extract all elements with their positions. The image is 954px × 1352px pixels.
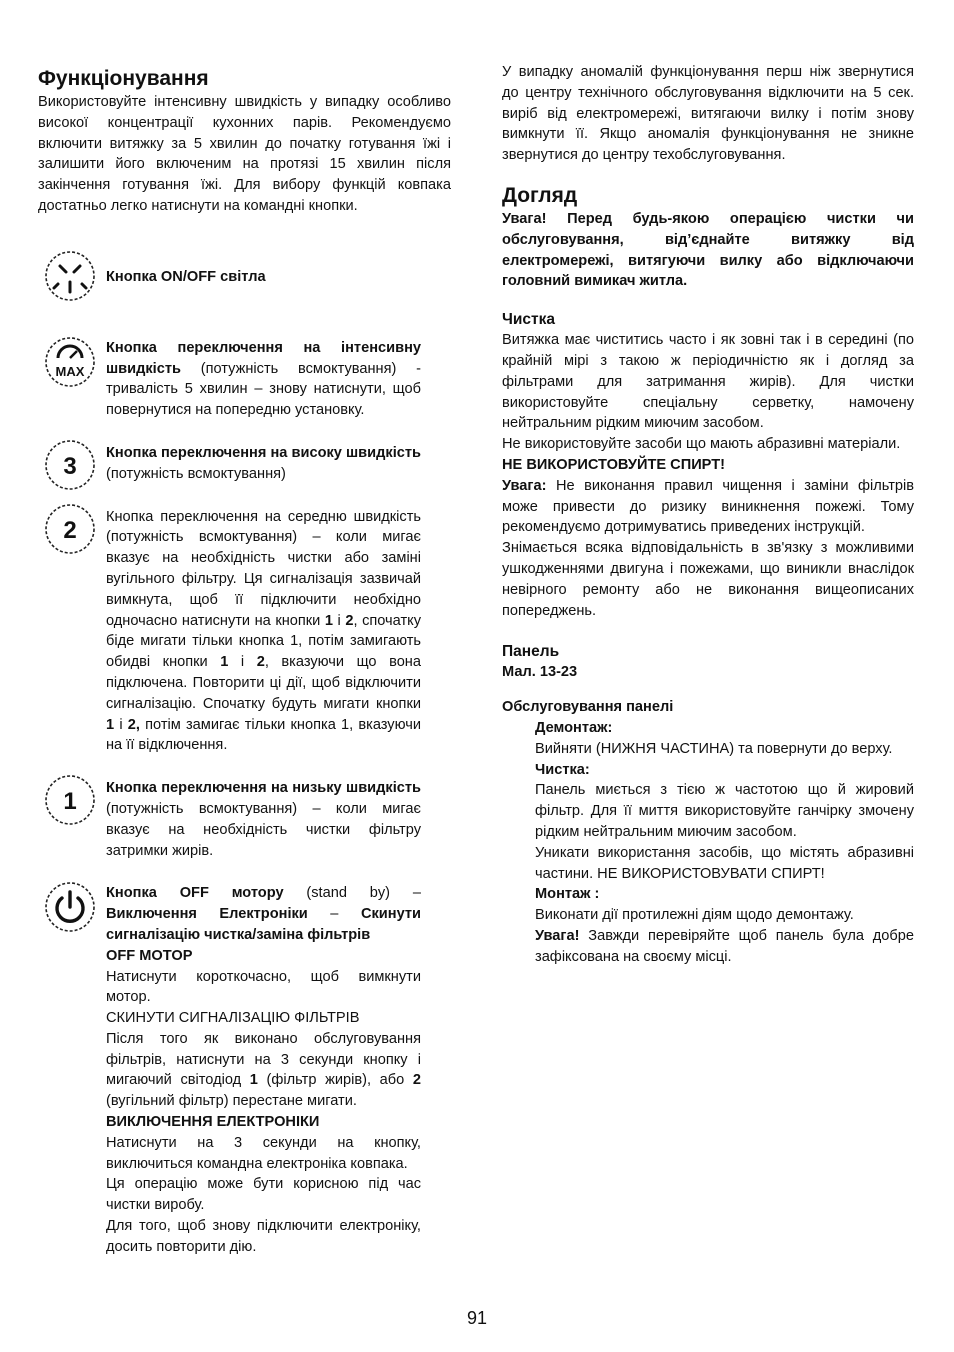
svg-text:MAX: MAX	[55, 363, 85, 379]
cleaning-paragraph-1: Витяжка має чиститись часто і як зовні так і в середині (по крайній мірі з такою ж періодичністю як і догляд за фільтрами для затримання жирів). Для чистки використовуйте спеціальну серветку, намочену нейтральним рідким миючим засобом.	[502, 332, 914, 432]
panel-heading: Панель	[502, 643, 560, 661]
max-icon	[44, 336, 96, 388]
liability-paragraph: Знімається всяка відповідальність в зв'язку з можливими ушкодженнями двигуна і пожежами, що виникли внаслідок невірного ремонту або не виконання вищеописаних попереджень.	[502, 540, 914, 619]
no-alcohol-warning: НЕ ВИКОРИСТОВУЙТЕ СПИРТ!	[502, 456, 726, 473]
button-row-power	[38, 883, 451, 1257]
panel-clean-label: Чистка:	[535, 761, 590, 778]
speed-2-button-description: Кнопка переключення на середню швидкість (потужність всмоктування) – коли мигає вказує на необхідність чистки або заміні вугільного фільтру. Ця сигналізація зазвичай вимкнута, щоб її підключити необхідно одночасно натиснути на кнопки 1 і 2, спочатку біде мигати тільки кнопка 1, потім замигають обидві кнопки 1 і 2, вказуючи що вона підключена. Повторити ці дії, щоб відключити сигналізацію. Спочатку будуть мигати кнопки 1 і 2, потім замигає тільки кнопка 1, вказуючи на її відключення.	[106, 508, 421, 754]
panel-service-heading: Обслуговування панелі	[502, 699, 674, 716]
panel-clean-paragraph-1: Панель миється з тією ж частотою що й жировий фільтр. Для її миття використовуйте ганчірку змочену рідким нейтральним миючим засобом.	[535, 782, 914, 840]
cleaning-paragraph-2: Не використовуйте засоби що мають абразивні матеріали.	[502, 436, 901, 453]
mount-label: Монтаж :	[535, 886, 600, 903]
panel-figure-ref: Мал. 13-23	[502, 664, 578, 681]
svg-text:3: 3	[63, 452, 77, 480]
electronics-off-subheading: ВИКЛЮЧЕННЯ ЕЛЕКТРОНІКИ	[106, 1114, 320, 1131]
speed-2-icon	[44, 503, 96, 555]
off-motor-subheading: OFF MOTOP	[106, 947, 193, 964]
speed-3-icon	[44, 439, 96, 491]
page-number: 91	[466, 1308, 488, 1328]
light-icon	[44, 250, 96, 302]
anomaly-paragraph: У випадку аномалій функціонування перш ніж звернутися до центру технічного обслуговування відключити на 5 сек. виріб від електромережі, витягаючи вилку і потім знову вимкнути її. Якщо аномалія функціонування не зникне звернутися до центру техобслуговування.	[502, 64, 914, 164]
speed-1-icon	[44, 774, 96, 826]
button-row-max	[38, 338, 451, 421]
section-heading-operation: Функціонування	[38, 67, 209, 90]
speed-1-button-description: Кнопка переключення на низьку швидкість (потужність всмоктування) – коли мигає вказує на необхідність чистки фільтру затримки жирів.	[106, 780, 421, 859]
dismount-text: Вийняти (НИЖНЯ ЧАСТИНА) та повернути до верху.	[535, 740, 893, 757]
cleaning-heading: Чистка	[502, 311, 556, 329]
max-button-description: Кнопка переключення на інтенсивну швидкість (потужність всмоктування) - тривалість 5 хвилин – знову натиснути, щоб повернутися на попередню установку.	[106, 339, 421, 419]
svg-text:1: 1	[63, 788, 77, 816]
speed-3-button-description: Кнопка переключення на високу швидкість (потужність всмоктування)	[106, 444, 421, 482]
panel-clean-paragraph-2: Уникати використання засобів, що містять абразивні частини. НЕ ВИКОРИСТОВУВАТИ СПИРТ!	[535, 844, 914, 882]
light-button-label: Кнопка ON/OFF світла	[106, 268, 266, 285]
left-column	[38, 62, 451, 1258]
reset-filters-subheading: СКИНУТИ СИГНАЛІЗАЦІЮ ФІЛЬТРІВ	[106, 1010, 360, 1027]
button-row-speed-1	[38, 778, 451, 861]
svg-text:2: 2	[63, 516, 77, 544]
cleaning-warning: Увага: Не виконання правил чищення і заміни фільтрів може привести до ризику виникнення пожежі. Тому рекомендуємо дотримуватись приведених інструкцій.	[502, 477, 914, 536]
care-warning: Увага! Перед будь-якою операцією чистки чи обслуговування, від’єднайте витяжку від електромережі, витягуючи вилку або відключаючи головний вимикач житла.	[502, 210, 914, 290]
section-heading-care: Догляд	[502, 183, 578, 207]
button-row-speed-3	[38, 443, 451, 485]
dismount-label: Демонтаж:	[535, 719, 613, 736]
power-icon	[44, 881, 96, 933]
button-row-light	[38, 257, 451, 309]
mount-warning: Увага! Завжди перевіряйте щоб панель була добре зафіксована на своєму місці.	[535, 927, 914, 965]
power-button-description: Кнопка OFF мотору (stand by) – Виключення Електроніки – Скинути сигналізацію чистка/заміна фільтрів OFF MOTOP Натиснути короткочасно, щоб вимкнути мотор. СКИНУТИ СИГНАЛІЗАЦІЮ ФІЛЬТРІВ Після того як виконано обслуговування фільтрів, натиснути на 3 секунди кнопку і мигаючий світодіод 1 (фільтр жирів), або 2 (вугільний фільтр) перестане мигати. ВИКЛЮЧЕННЯ ЕЛЕКТРОНІКИ Натиснути на 3 секунди на кнопку, виключиться командна електроніка ковпака. Ця операцію може бути корисною під час чистки виробу. Для того, щоб знову підключити електроніку, досить повторити дію.	[106, 885, 422, 1255]
operation-intro: Використовуйте інтенсивну швидкість у випадку особливо високої концентрації кухонних парів. Рекомендуємо включити витяжку за 5 хвилин до початку готування їжі і залишити його включеним на протязі 15 хвилин після закінчення готування їжі. Для вибору функцій ковпака достатньо легко натиснути на командні кнопки.	[38, 94, 451, 214]
right-column	[502, 62, 914, 967]
button-row-speed-2	[38, 507, 451, 757]
mount-text: Виконати дії протилежні діям щодо демонтажу.	[535, 907, 854, 924]
